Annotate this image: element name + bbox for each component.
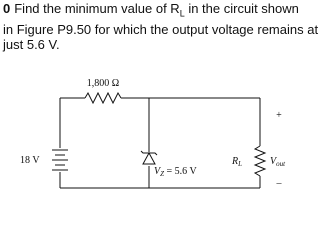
output-plus-sign: + (276, 110, 282, 121)
zener-voltage-label: $V_Z = 5.6$ V (154, 166, 197, 178)
output-voltage-label: $V_{out}$ (270, 156, 286, 168)
problem-line-3: just 5.6 V. (3, 36, 60, 52)
battery-source-symbol (52, 150, 68, 170)
output-minus-sign: – (276, 178, 282, 189)
series-resistor-label: 1,800 Ω (86, 78, 120, 89)
problem-line-1-subscript: L (179, 8, 185, 19)
problem-line-2: in Figure P9.50 for which the output voltage remains at (3, 21, 319, 37)
load-resistor (255, 146, 265, 176)
series-resistor (85, 93, 121, 103)
problem-line-1-tail: in the circuit shown (184, 1, 299, 16)
problem-number: 0 (3, 1, 11, 16)
zener-diode-symbol (141, 151, 157, 164)
problem-line-1-text: Find the minimum value of R (14, 1, 180, 16)
load-resistor-label: $R_L$ (232, 156, 243, 168)
source-voltage-label: 18 V (20, 155, 40, 166)
